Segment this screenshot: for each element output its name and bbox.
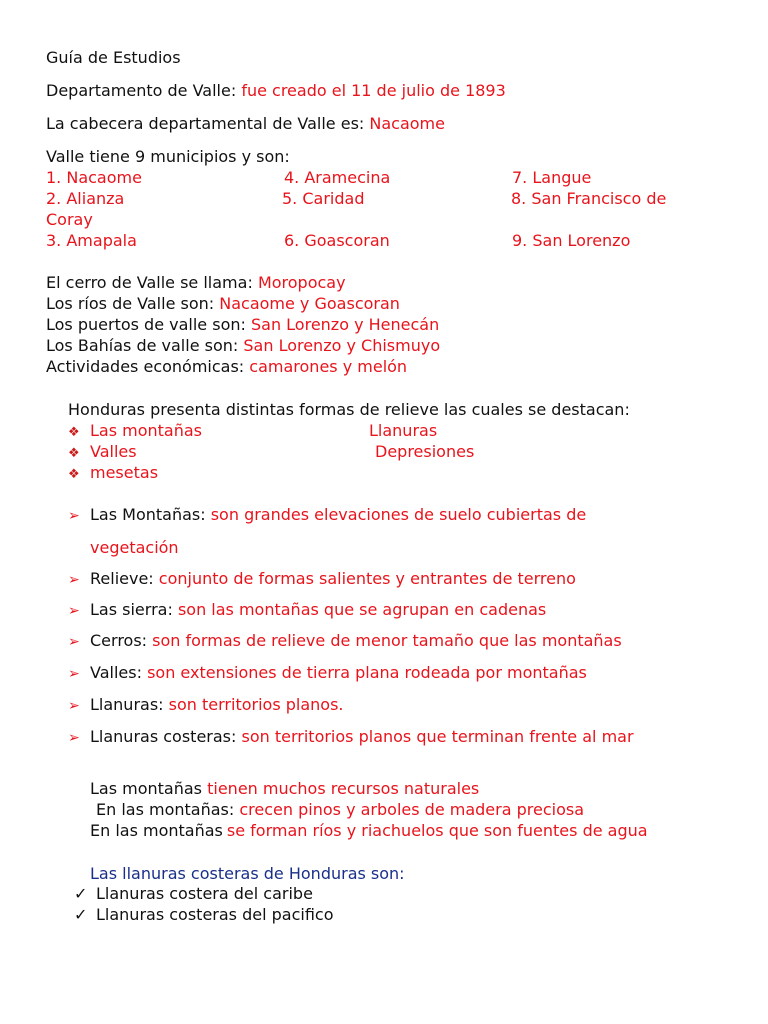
municipio-item: 6. Goascoran xyxy=(284,231,390,250)
definition-term: Las sierra: xyxy=(90,600,173,619)
arrow-bullet-icon: ➢ xyxy=(68,730,80,746)
montanas-label: En las montañas xyxy=(90,821,223,840)
fact-value: Moropocay xyxy=(257,273,346,292)
diamond-bullet-icon: ❖ xyxy=(68,467,80,482)
definition-text: son grandes elevaciones de suelo cubiertas de xyxy=(210,505,587,524)
definition-term: Valles: xyxy=(90,663,142,682)
definition-item xyxy=(68,662,587,685)
definition-text: son extensiones de tierra plana rodeada por montañas xyxy=(147,663,587,682)
fact-label: Los Bahías de valle son: xyxy=(46,336,239,355)
definition-text: son territorios planos que terminan frente al mar xyxy=(241,727,634,746)
dept-value: fue creado el 11 de julio de 1893 xyxy=(241,81,506,100)
municipio-item: 5. Caridad xyxy=(282,189,365,208)
fact-label: Los puertos de valle son: xyxy=(46,315,246,334)
fact-label: El cerro de Valle se llama: xyxy=(46,273,253,292)
dept-line xyxy=(46,80,506,101)
municipio-item: 9. San Lorenzo xyxy=(512,231,631,250)
municipio-item: 1. Nacaome xyxy=(46,168,142,187)
document-title: Guía de Estudios xyxy=(46,48,181,67)
arrow-bullet-icon: ➢ xyxy=(68,603,80,619)
definition-text: son territorios planos. xyxy=(168,695,344,714)
definition-text: son las montañas que se agrupan en cadenas xyxy=(177,600,547,619)
definition-term: Llanuras costeras: xyxy=(90,727,237,746)
fact-line xyxy=(46,356,407,377)
definition-item xyxy=(68,630,622,653)
llanuras-heading: Las llanuras costeras de Honduras son: xyxy=(90,864,405,883)
fact-line xyxy=(46,335,440,356)
relieve-item: Llanuras xyxy=(369,421,438,440)
municipios-intro: Valle tiene 9 municipios y son: xyxy=(46,147,290,166)
definition-item xyxy=(68,568,576,591)
llanura-item: ✓ Llanuras costeras del pacifico xyxy=(74,905,334,924)
municipio-item: Coray xyxy=(46,210,93,229)
arrow-bullet-icon: ➢ xyxy=(68,666,80,682)
arrow-bullet-icon: ➢ xyxy=(68,634,80,650)
cabecera-label: La cabecera departamental de Valle es: xyxy=(46,114,365,133)
definition-text: conjunto de formas salientes y entrantes de terreno xyxy=(158,569,576,588)
definition-item xyxy=(68,694,344,717)
check-icon: ✓ xyxy=(74,884,88,903)
arrow-bullet-icon: ➢ xyxy=(68,698,80,714)
municipio-item: 2. Alianza xyxy=(46,189,125,208)
relieve-item: ❖ Valles xyxy=(68,441,137,464)
arrow-bullet-icon: ➢ xyxy=(68,508,80,524)
diamond-bullet-icon: ❖ xyxy=(68,425,80,440)
montanas-value: crecen pinos y arboles de madera preciosa xyxy=(239,800,584,819)
definition-item xyxy=(68,599,546,622)
municipio-item: 7. Langue xyxy=(512,168,592,187)
definition-continuation: vegetación xyxy=(90,538,179,557)
fact-value: San Lorenzo y Chismuyo xyxy=(243,336,441,355)
montanas-line xyxy=(96,799,584,820)
fact-value: camarones y melón xyxy=(249,357,408,376)
fact-label: Los ríos de Valle son: xyxy=(46,294,215,313)
fact-line xyxy=(46,314,439,335)
definition-text: son formas de relieve de menor tamaño que las montañas xyxy=(152,631,622,650)
municipio-item: 8. San Francisco de xyxy=(511,189,667,208)
definition-term: Relieve: xyxy=(90,569,154,588)
definition-term: Llanuras: xyxy=(90,695,164,714)
cabecera-line xyxy=(46,113,445,134)
definition-item xyxy=(68,726,634,749)
llanura-item: ✓ Llanuras costera del caribe xyxy=(74,884,313,903)
arrow-bullet-icon: ➢ xyxy=(68,572,80,588)
fact-line xyxy=(46,293,400,314)
municipio-item: 4. Aramecina xyxy=(284,168,391,187)
fact-value: San Lorenzo y Henecán xyxy=(250,315,440,334)
definition-term: Cerros: xyxy=(90,631,148,650)
municipio-item: 3. Amapala xyxy=(46,231,137,250)
montanas-value: tienen muchos recursos naturales xyxy=(207,779,480,798)
montanas-line xyxy=(90,820,648,841)
montanas-value: se forman ríos y riachuelos que son fuentes de agua xyxy=(226,821,648,840)
fact-label: Actividades económicas: xyxy=(46,357,245,376)
definition-item xyxy=(68,504,586,527)
check-icon: ✓ xyxy=(74,905,88,924)
montanas-line xyxy=(90,778,479,799)
diamond-bullet-icon: ❖ xyxy=(68,446,80,461)
relieve-intro: Honduras presenta distintas formas de relieve las cuales se destacan: xyxy=(68,400,630,419)
cabecera-value: Nacaome xyxy=(369,114,445,133)
definition-term: Las Montañas: xyxy=(90,505,206,524)
fact-value: Nacaome y Goascoran xyxy=(219,294,400,313)
montanas-label: En las montañas: xyxy=(96,800,235,819)
relieve-item: ❖ mesetas xyxy=(68,462,158,485)
montanas-label: Las montañas xyxy=(90,779,203,798)
relieve-item: Depresiones xyxy=(375,442,475,461)
dept-label: Departamento de Valle: xyxy=(46,81,237,100)
fact-line xyxy=(46,272,346,293)
relieve-item: ❖ Las montañas xyxy=(68,420,202,443)
